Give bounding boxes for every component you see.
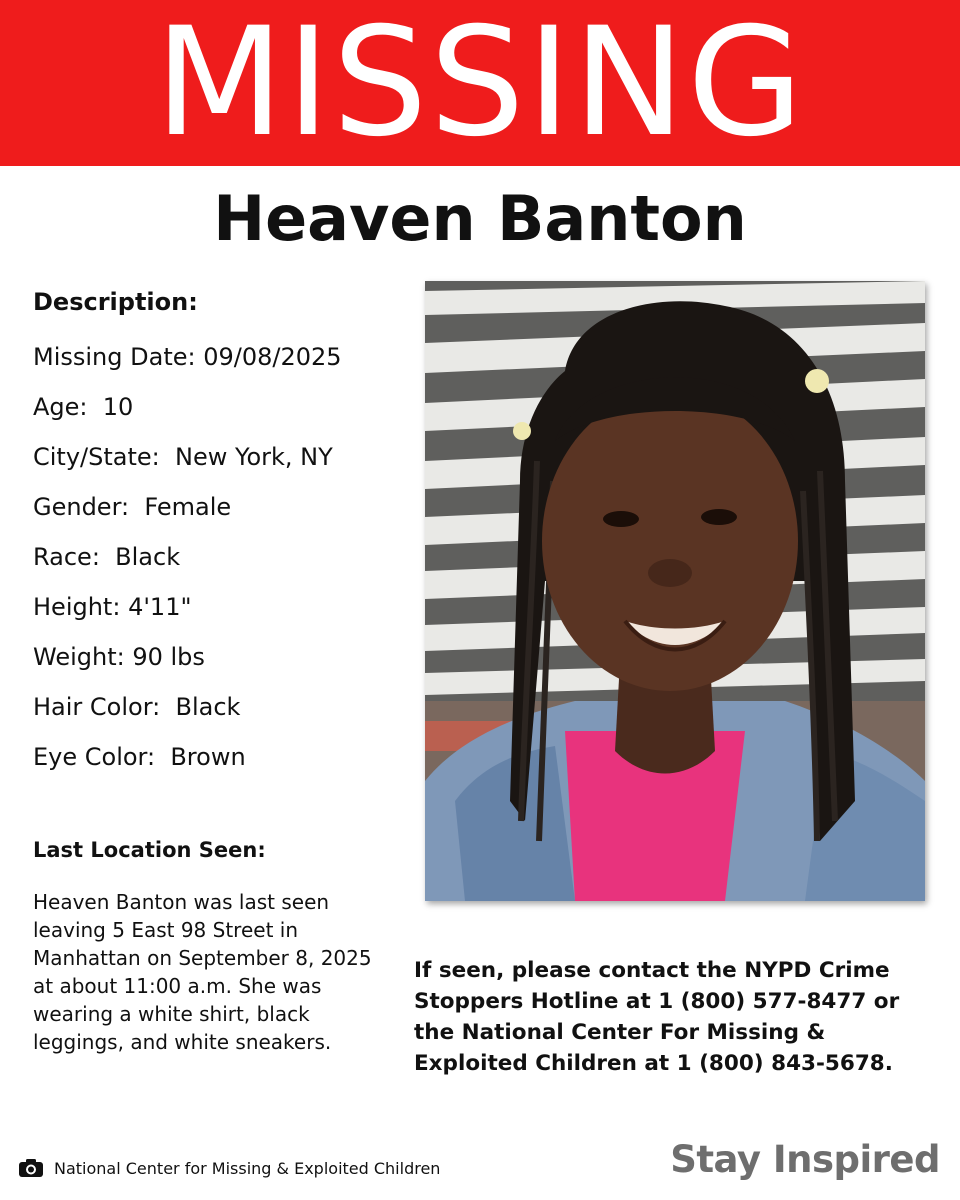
description-row-age [33,393,342,443]
row-value: Brown [170,743,246,771]
missing-banner [0,0,960,170]
person-name: Heaven Banton [213,182,747,255]
description-row-gender [33,493,342,543]
last-location-text: Heaven Banton was last seen leaving 5 East 98 Street in Manhattan on September 8, 2025 at about 11:00 a.m. She was wearing a white shirt, black leggings, and white sneakers. [33,890,372,1054]
row-value: Black [115,543,181,571]
brand-watermark: Stay Inspired [670,1138,940,1181]
description-row-hair-color [33,693,342,743]
row-label: Race: [33,543,116,571]
row-value: Black [175,693,241,721]
row-value: New York, NY [175,443,333,471]
row-label: Gender: [33,493,145,521]
description-list [33,343,342,793]
row-label: Hair Color: [33,693,176,721]
last-location-heading: Last Location Seen: [33,838,266,862]
row-label: Age: [33,393,103,421]
row-label: Weight: [33,643,133,671]
description-row-city-state [33,443,342,493]
photo-credit-text: National Center for Missing & Exploited Children [54,1158,441,1178]
banner-title: MISSING [154,0,806,170]
row-value: 4'11" [128,593,192,621]
description-row-eye-color [33,743,342,793]
description-row-race [33,543,342,593]
photo-credit [18,1158,440,1178]
row-value: Female [144,493,232,521]
row-value: 90 lbs [132,643,205,671]
row-value: 10 [102,393,134,421]
row-label: Missing Date: [33,343,204,371]
description-heading: Description: [33,288,198,316]
description-row-missing-date [33,343,342,393]
description-row-height [33,593,342,643]
person-photo [425,281,925,901]
contact-info: If seen, please contact the NYPD Crime Stoppers Hotline at 1 (800) 577-8477 or the National Center For Missing & Exploited Children at 1 (800) 843-5678. [414,958,900,1076]
row-label: Eye Color: [33,743,171,771]
row-label: City/State: [33,443,175,471]
camera-icon [18,1158,44,1178]
description-row-weight [33,643,342,693]
row-label: Height: [33,593,129,621]
row-value: 09/08/2025 [203,343,342,371]
